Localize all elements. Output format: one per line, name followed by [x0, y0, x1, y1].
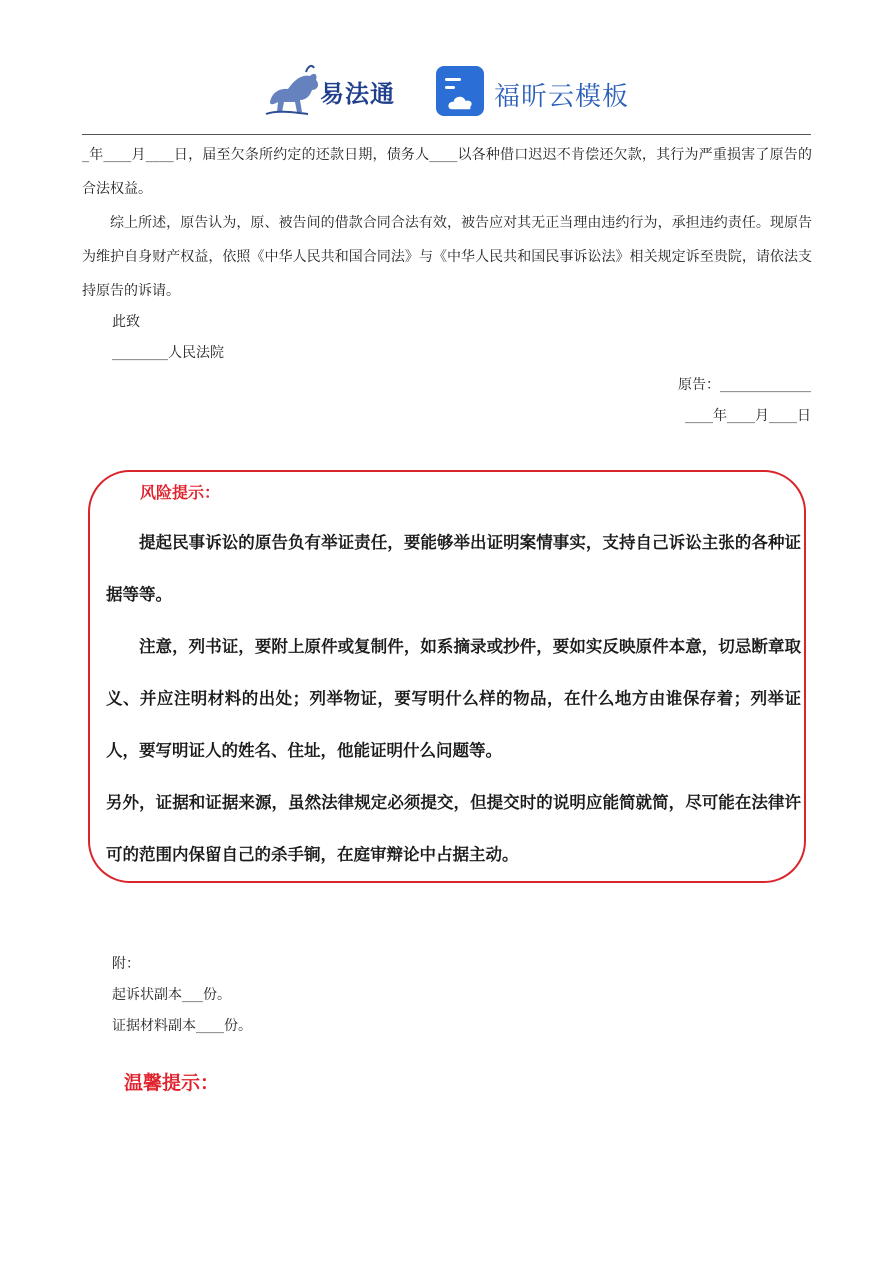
yifatong-logo [262, 62, 412, 118]
fuxin-logo [436, 66, 630, 118]
cloud-document-icon [436, 66, 486, 118]
court-name: ________人民法院 [112, 345, 224, 361]
attachment-item-complaint: 起诉状副本___份。 [112, 987, 231, 1003]
complaint-body [82, 138, 812, 308]
warm-tip-heading: 温馨提示： [124, 1072, 220, 1094]
qilin-icon [262, 62, 322, 118]
attachment-item-evidence: 证据材料副本____份。 [112, 1018, 252, 1034]
paragraph-overdue: _年____月____日，届至欠条所约定的还款日期，债务人____以各种借口迟迟不肯偿还欠款，其行为严重损害了原告的合法权益。 [82, 147, 812, 197]
salutation: 此致 [112, 314, 140, 330]
risk-paragraph-2: 注意，列书证，要附上原件或复制件，如系摘录或抄件，要如实反映原件本意，切忌断章取义、并应注明材料的出处；列举物证，要写明什么样的物品，在什么地方由谁保存着；列举证人，要写明证人的姓名、住址，他能证明什么问题等。 [106, 637, 801, 760]
risk-notice-content [106, 517, 801, 881]
header-divider [82, 134, 811, 135]
attachments-label: 附： [112, 956, 140, 972]
signature-date: ____年____月____日 [685, 408, 811, 424]
document-header [0, 60, 893, 124]
risk-paragraph-3: 另外，证据和证据来源，虽然法律规定必须提交，但提交时的说明应能简就简，尽可能在法律许可的范围内保留自己的杀手锏，在庭审辩论中占据主动。 [106, 793, 801, 864]
risk-notice-title: 风险提示： [140, 483, 221, 502]
risk-paragraph-1: 提起民事诉讼的原告负有举证责任，要能够举出证明案情事实，支持自己诉讼主张的各种证据等等。 [106, 533, 801, 604]
paragraph-conclusion: 综上所述，原告认为，原、被告间的借款合同合法有效，被告应对其无正当理由违约行为，承担违约责任。现原告为维护自身财产权益，依照《中华人民共和国合同法》与《中华人民共和国民事诉讼法》相关规定诉至贵院，请依法支持原告的诉请。 [82, 215, 812, 299]
fuxin-brand-text: 福昕云模板 [494, 82, 630, 112]
plaintiff-signature: 原告：_____________ [678, 377, 811, 393]
yifatong-brand-text: 易法通 [320, 79, 395, 108]
